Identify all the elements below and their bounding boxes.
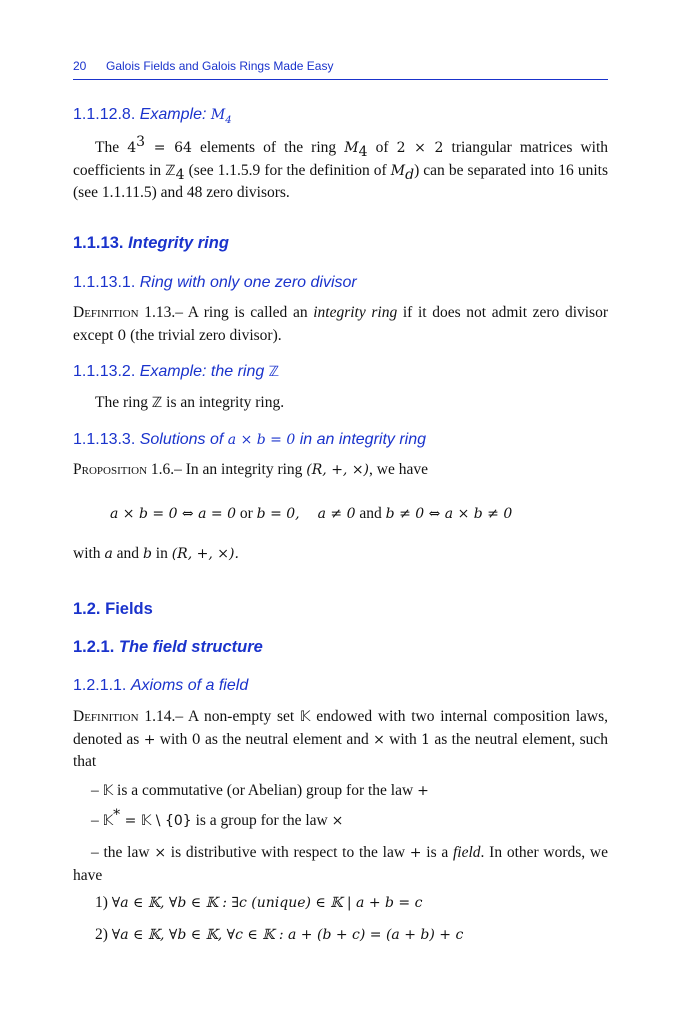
bullet-distributive: – the law × is distributive with respect to the law + is a field. In other words, we have <box>73 844 608 884</box>
page-number: 20 <box>73 59 87 73</box>
heading-1-2-1-1: 1.2.1.1. Axioms of a field <box>73 677 249 694</box>
axiom-2: 2) ∀a ∈ 𝕂, ∀b ∈ 𝕂, ∀c ∈ 𝕂 : a + (b + c) = (a + b) + c <box>95 926 464 943</box>
paragraph-example-m4: The $4^3 = 64$ elements of the ring $M_4$ of 2 × 2 triangular matrices with coefficients in ℤ$_4$ (see 1.1.5.9 for the definition of $M_d$) can be separated into 16 units (see 1.1.11.5) and 48 zero divisors. <box>73 133 609 201</box>
bullet-abelian-group: – 𝕂 is a commutative (or Abelian) group for the law + <box>91 782 429 799</box>
definition-1-13: Definition 1.13.– A ring is called an integrity ring if it does not admit zero divisor except 0 (the trivial zero divisor). <box>73 304 608 344</box>
heading-1-1-13-2: 1.1.13.2. Example: the ring ℤ <box>73 363 280 380</box>
heading-1-1-12-8: 1.1.12.8. Example: $M_4$ <box>73 106 232 127</box>
axiom-1: 1) ∀a ∈ 𝕂, ∀b ∈ 𝕂 : ∃c (unique) ∈ 𝕂 | a + b = c <box>95 894 423 911</box>
heading-1-1-13-1: 1.1.13.1. Ring with only one zero divisor <box>73 274 357 291</box>
running-header <box>73 57 608 80</box>
proposition-1-6: Proposition 1.6.– In an integrity ring (R, +, ×), we have <box>73 461 428 478</box>
paragraph-integers-integrity: The ring ℤ is an integrity ring. <box>95 394 285 411</box>
paragraph-with-a-b: with a and b in (R, +, ×). <box>73 545 239 562</box>
definition-1-14: Definition 1.14.– A non-empty set 𝕂 endowed with two internal composition laws, denoted as + with 0 as the neutral element and × with 1 as the neutral element, such that <box>73 708 608 770</box>
bullet-multiplicative-group: – 𝕂* = 𝕂 \ {0} is a group for the law × <box>91 806 344 829</box>
heading-1-2-1: 1.2.1. The field structure <box>73 638 263 656</box>
heading-1-1-13: 1.1.13. Integrity ring <box>73 234 229 252</box>
running-title: Galois Fields and Galois Rings Made Easy <box>106 59 334 73</box>
display-equation: a × b = 0 ⇔ a = 0 or b = 0, a ≠ 0 and b ≠ 0 ⇔ a × b ≠ 0 <box>110 505 513 522</box>
heading-1-2: 1.2. Fields <box>73 600 153 618</box>
heading-1-1-13-3: 1.1.13.3. Solutions of a × b = 0 in an integrity ring <box>73 431 427 448</box>
